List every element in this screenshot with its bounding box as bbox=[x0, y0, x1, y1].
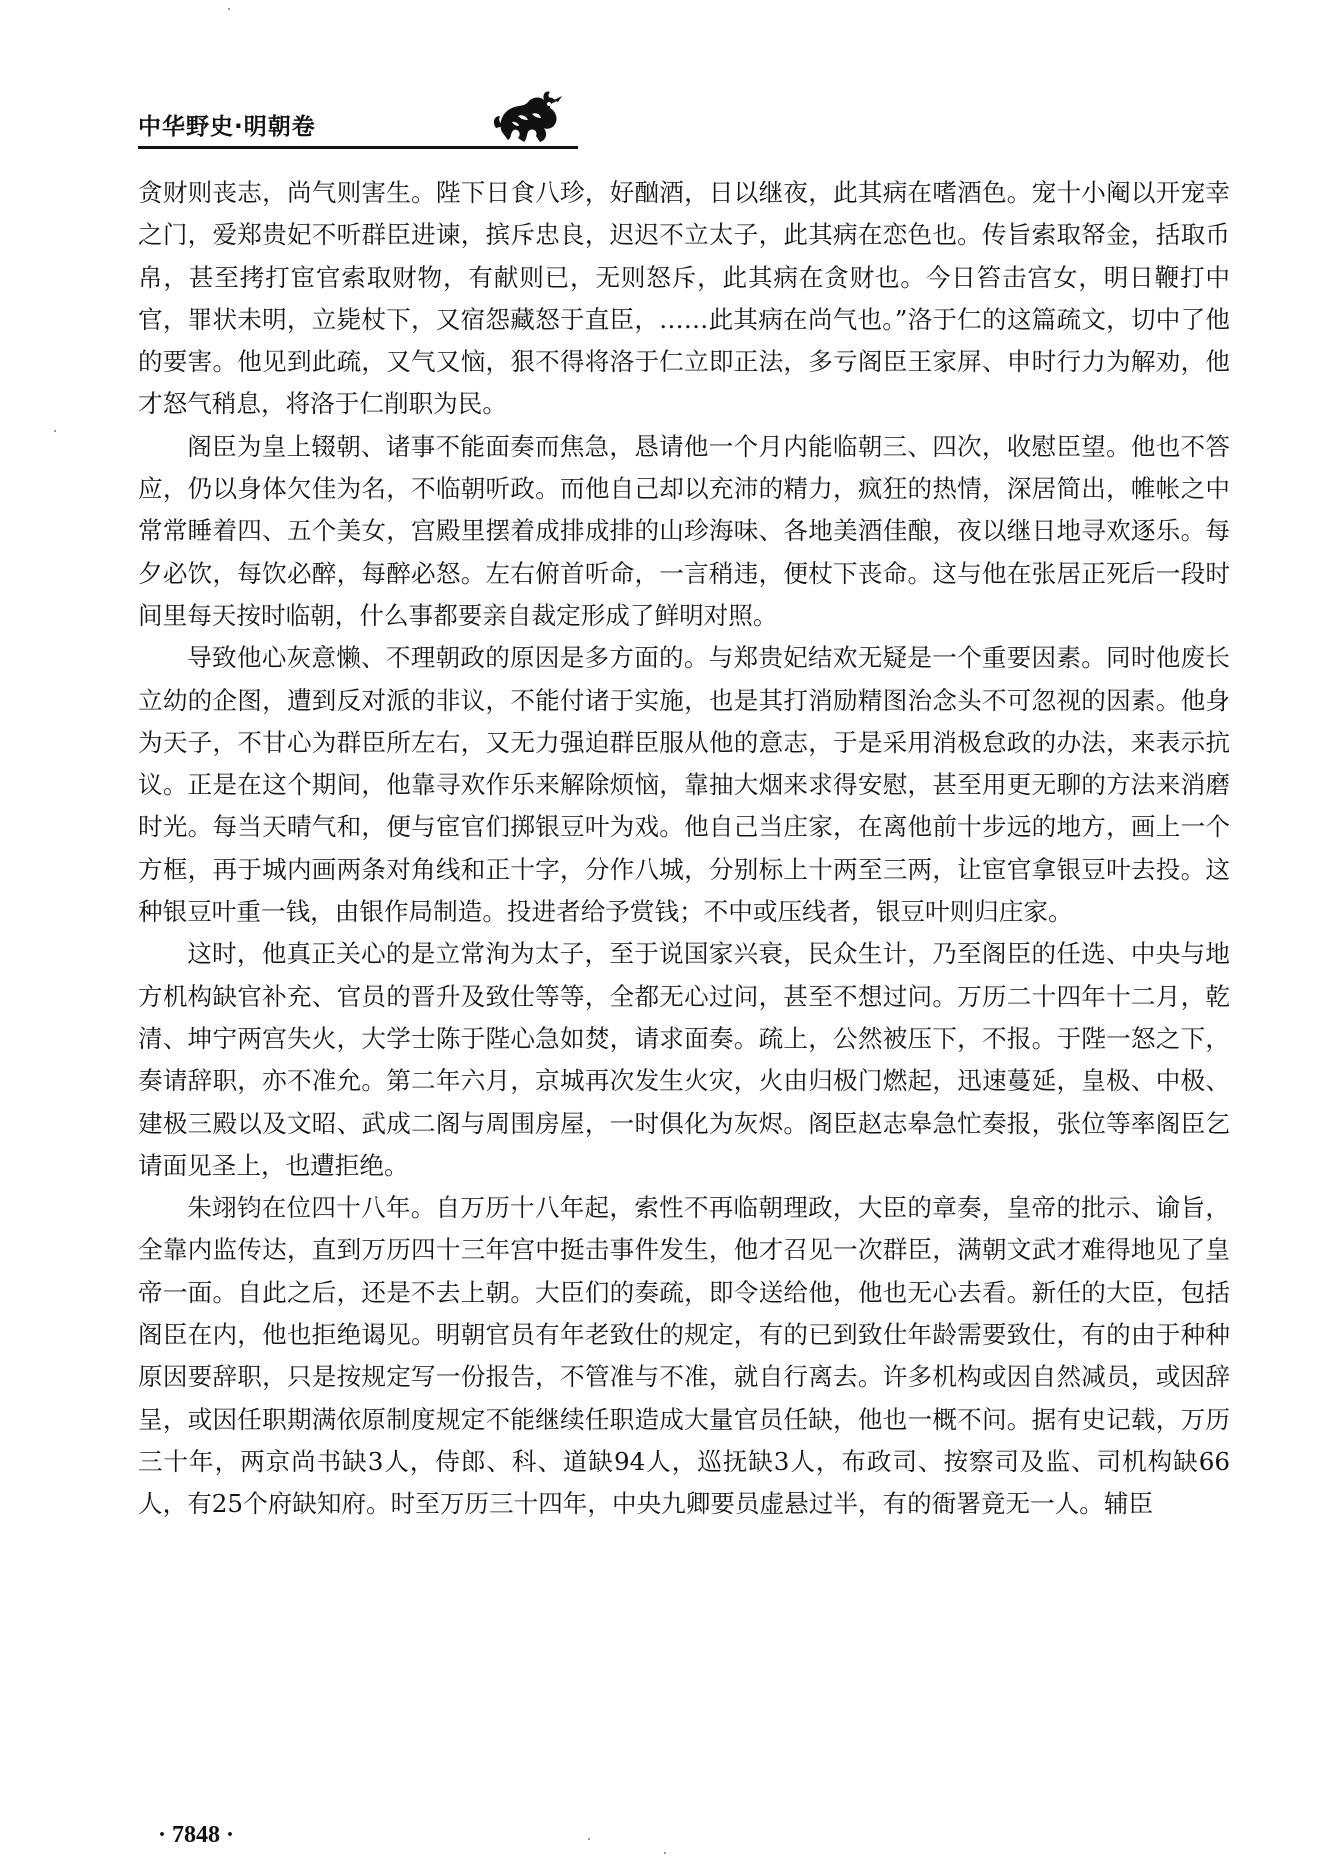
body-text bbox=[138, 172, 1230, 1526]
paragraph-5: 朱翊钧在位四十八年。自万历十八年起，索性不再临朝理政，大臣的章奏，皇帝的批示、谕旨，全靠内监传达，直到万历四十三年宫中挺击事件发生，他才召见一次群臣，满朝文武才难得地见了皇帝一面。自此之后，还是不去上朝。大臣们的奏疏，即令送给他，他也无心去看。新任的大臣，包括阁臣在内，他也拒绝谒见。明朝官员有年老致仕的规定，有的已到致仕年龄需要致仕，有的由于种种原因要辞职，只是按规定写一份报告，不管准与不准，就自行离去。许多机构或因自然减员，或因辞呈，或因任职期满依原制度规定不能继续任职造成大量官员任缺，他也一概不问。据有史记载，万历三十年，两京尚书缺3人，侍郎、科、道缺94人，巡抚缺3人，布政司、按察司及监、司机构缺66人，有25个府缺知府。时至万历三十四年，中央九卿要员虚悬过半，有的衙署竟无一人。辅臣 bbox=[138, 1193, 1230, 1519]
scan-speck bbox=[664, 1852, 666, 1854]
header-rule bbox=[138, 146, 578, 149]
paragraph-2: 阁臣为皇上辍朝、诸事不能面奏而焦急，恳请他一个月内能临朝三、四次，收慰臣望。他也不答应，仍以身体欠佳为名，不临朝听政。而他自己却以充沛的精力，疯狂的热情，深居简出，帷帐之中常常睡着四、五个美女，宫殿里摆着成排成排的山珍海味、各地美酒佳酿，夜以继日地寻欢逐乐。每夕必饮，每饮必醉，每醉必怒。左右俯首听命，一言稍违，便杖下丧命。这与他在张居正死后一段时间里每天按时临朝，什么事都要亲自裁定形成了鲜明对照。 bbox=[138, 431, 1230, 630]
running-title: 中华野史·明朝卷 bbox=[138, 114, 316, 140]
scan-speck bbox=[588, 1838, 590, 1840]
dragon-emblem-icon bbox=[488, 88, 568, 148]
scan-speck bbox=[228, 8, 230, 10]
paragraph-3: 导致他心灰意懒、不理朝政的原因是多方面的。与郑贵妃结欢无疑是一个重要因素。同时他废长立幼的企图，遭到反对派的非议，不能付诸于实施，也是其打消励精图治念头不可忽视的因素。他身为天子，不甘心为群臣所左右，又无力强迫群臣服从他的意志，于是采用消极怠政的办法，来表示抗议。正是在这个期间，他靠寻欢作乐来解除烦恼，靠抽大烟来求得安慰，甚至用更无聊的方法来消磨时光。每当天晴气和，便与宦官们掷银豆叶为戏。他自己当庄家，在离他前十步远的地方，画上一个方框，再于城内画两条对角线和正十字，分作八城，分别标上十两至三两，让宦官拿银豆叶去投。这种银豆叶重一钱，由银作局制造。投进者给予赏钱；不中或压线者，银豆叶则归庄家。 bbox=[138, 643, 1230, 927]
paragraph-1: 贪财则丧志，尚气则害生。陛下日食八珍，好酗酒，日以继夜，此其病在嗜酒色。宠十小阉以开宠幸之门，爱郑贵妃不听群臣进谏，摈斥忠良，迟迟不立太子，此其病在恋色也。传旨索取帑金，括取币帛，甚至拷打宦官索取财物，有献则已，无则怒斥，此其病在贪财也。今日笞击宫女，明日鞭打中官，罪状未明，立毙杖下，又宿怨藏怒于直臣，……此其病在尚气也。”洛于仁的这篇疏文，切中了他的要害。他见到此疏，又气又恼，狠不得将洛于仁立即正法，多亏阁臣王家屏、申时行力为解劝，他才怒气稍息，将洛于仁削职为民。 bbox=[138, 178, 1230, 419]
page-number: · 7848 · bbox=[158, 1822, 235, 1848]
scan-speck bbox=[54, 430, 56, 432]
page-header bbox=[138, 88, 1228, 152]
paragraph-4: 这时，他真正关心的是立常洵为太子，至于说国家兴衰，民众生计，乃至阁臣的任选、中央与地方机构缺官补充、官员的晋升及致仕等等，全都无心过问，甚至不想过问。万历二十四年十二月，乾清、坤宁两宫失火，大学士陈于陛心急如焚，请求面奏。疏上，公然被压下，不报。于陛一怒之下，奏请辞职，亦不准允。第二年六月，京城再次发生火灾，火由归极门燃起，迅速蔓延，皇极、中极、建极三殿以及文昭、武成二阁与周围房屋，一时俱化为灰烬。阁臣赵志皋急忙奏报，张位等率阁臣乞请面见圣上，也遭拒绝。 bbox=[138, 939, 1230, 1180]
